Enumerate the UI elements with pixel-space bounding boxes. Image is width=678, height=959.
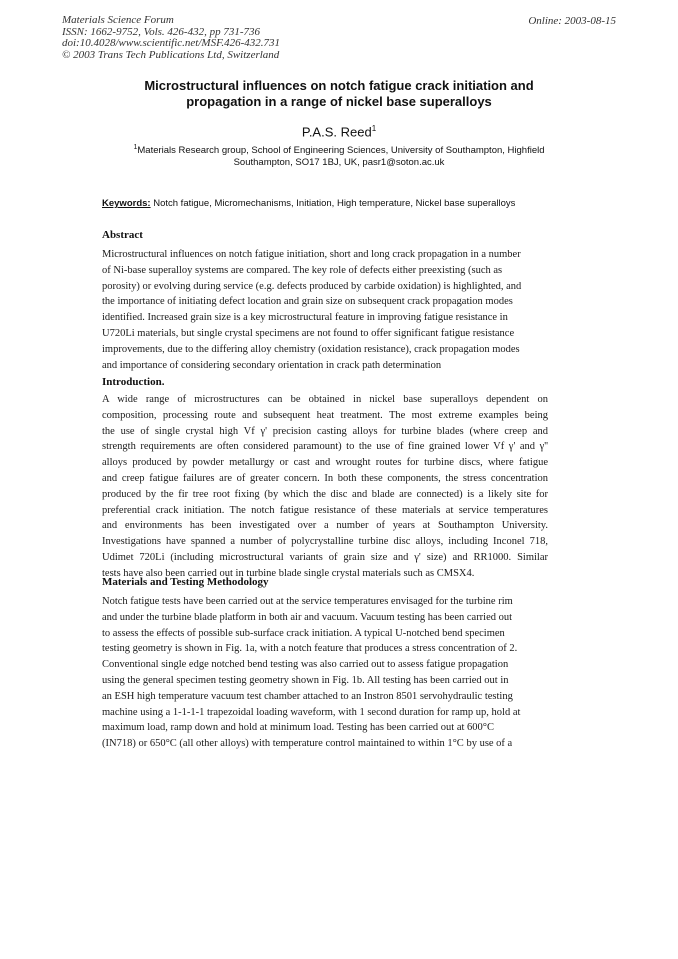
affiliation <box>90 142 588 168</box>
author-sup: 1 <box>371 124 377 133</box>
text-line: an ESH high temperature vacuum test chamber attached to an Instron 8501 servohydraulic testing <box>102 690 513 702</box>
text-line: testing geometry is shown in Fig. 1a, with a notch feature that produces a stress concentration of 2. <box>102 643 518 655</box>
affiliation-line: Materials Research group, School of Engineering Sciences, University of Southampton, Highfield <box>137 145 545 157</box>
text-line: and under the turbine blade platform in both air and vacuum. Vacuum testing has been carried out <box>102 611 513 623</box>
introduction-text <box>102 392 548 582</box>
keywords-text: Notch fatigue, Micromechanisms, Initiation, High temperature, Nickel base superalloys <box>150 198 516 209</box>
methods-heading: Materials and Testing Methodology <box>102 576 269 588</box>
author <box>0 124 678 139</box>
keywords-label: Keywords: <box>102 198 151 209</box>
journal-issn: ISSN: 1662-9752, Vols. 426-432, pp 731-736 <box>62 25 260 38</box>
title-line: Microstructural influences on notch fatigue crack initiation and <box>144 78 534 93</box>
journal-copyright: © 2003 Trans Tech Publications Ltd, Switzerland <box>62 48 280 61</box>
text-line: the use of single crystal high Vf γ' precision casting alloys for turbine blades (where creep and <box>102 425 548 437</box>
title-line: propagation in a range of nickel base superalloys <box>186 94 492 109</box>
text-line: using the general specimen testing geometry shown in Fig. 1b. All testing has been carried out in <box>102 674 509 686</box>
text-line: tests have also been carried out in turbine blade single crystal materials such as CMSX4. <box>102 567 475 579</box>
text-line: composition, processing route and subsequent heat treatment. The most extreme examples being <box>102 409 548 421</box>
online-date: Online: 2003-08-15 <box>528 15 616 27</box>
text-line: identified. Increased grain size is a key microstructural feature in improving fatigue resistance in <box>102 312 508 324</box>
text-line: and creep fatigue failures are of greater concern. In both these components, the stress concentration <box>102 472 548 484</box>
text-line: preferential crack initiation. The notch fatigue resistance of these materials at service temperatures <box>102 504 548 516</box>
text-line: Udimet 720Li (including microstructural variants of grain size and γ' size) and RR1000. Similar <box>102 551 548 563</box>
journal-info <box>62 15 280 61</box>
affiliation-line: Southampton, SO17 1BJ, UK, pasr1@soton.ac.uk <box>233 156 445 168</box>
text-line: produced by the fir tree root fixing (by which the disc and blade are connected) is a likely site for <box>102 488 548 500</box>
text-line: maximum load, ramp down and hold at minimum load. Testing has been carried out at 600°C <box>102 722 494 734</box>
journal-doi[interactable]: doi:10.4028/www.scientific.net/MSF.426-432.731 <box>62 37 281 49</box>
text-line: Microstructural influences on notch fatigue initiation, short and long crack propagation in a number <box>102 249 521 260</box>
text-line: the importance of initiating defect location and grain size on subsequent crack propagation modes <box>102 296 513 308</box>
affiliation-sup: 1 <box>133 144 138 151</box>
text-line: Investigations have spanned a number of polycrystalline turbine disc alloys, including Inconel 718, <box>102 536 548 548</box>
abstract-text <box>102 247 548 373</box>
abstract-heading: Abstract <box>102 229 143 241</box>
text-line: improvements, due to the differing alloy chemistry (oxidation resistance), crack propagation modes <box>102 343 520 355</box>
text-line: (IN718) or 650°C (all other alloys) with temperature control maintained to within 1°C by use of a <box>102 738 513 750</box>
text-line: and importance of considering secondary orientation in crack path determination <box>102 359 442 371</box>
text-line: U720Li materials, but single crystal specimens are not found to offer significant fatigue resistance <box>102 327 515 339</box>
keywords <box>102 198 562 209</box>
text-line: and environments has been investigated over a number of years at Southampton University. <box>102 520 548 532</box>
text-line: alloys produced by powder metallurgy or cast and wrought routes for turbine discs, where fatigue <box>102 457 548 469</box>
author-name: P.A.S. Reed <box>301 124 372 140</box>
methods-text <box>102 594 548 752</box>
text-line: of Ni-base superalloy systems are compared. The key role of defects either preexisting (such as <box>102 264 503 276</box>
introduction-heading: Introduction. <box>102 376 165 388</box>
paper-title <box>90 78 588 110</box>
text-line: to assess the effects of possible sub-surface crack initiation. A typical U-notched bend specimen <box>102 627 505 639</box>
text-line: A wide range of microstructures can be obtained in nickel base superalloys dependent on <box>102 394 548 405</box>
text-line: Conventional single edge notched bend testing was also carried out to assess fatigue propagation <box>102 659 509 671</box>
text-line: Notch fatigue tests have been carried out at the service temperatures envisaged for the turbine rim <box>102 596 513 607</box>
text-line: strength requirements are often considered paramount) to the use of fine grained lower Vf γ' and γ'' <box>102 441 548 453</box>
text-line: machine using a 1-1-1-1 trapezoidal loading waveform, with 1 second duration for ramp up, hold at <box>102 706 521 718</box>
journal-name: Materials Science Forum <box>62 14 174 26</box>
text-line: porosity) or evolving during service (e.g. defects produced by carbide oxidation) is highlighted, and <box>102 280 522 292</box>
